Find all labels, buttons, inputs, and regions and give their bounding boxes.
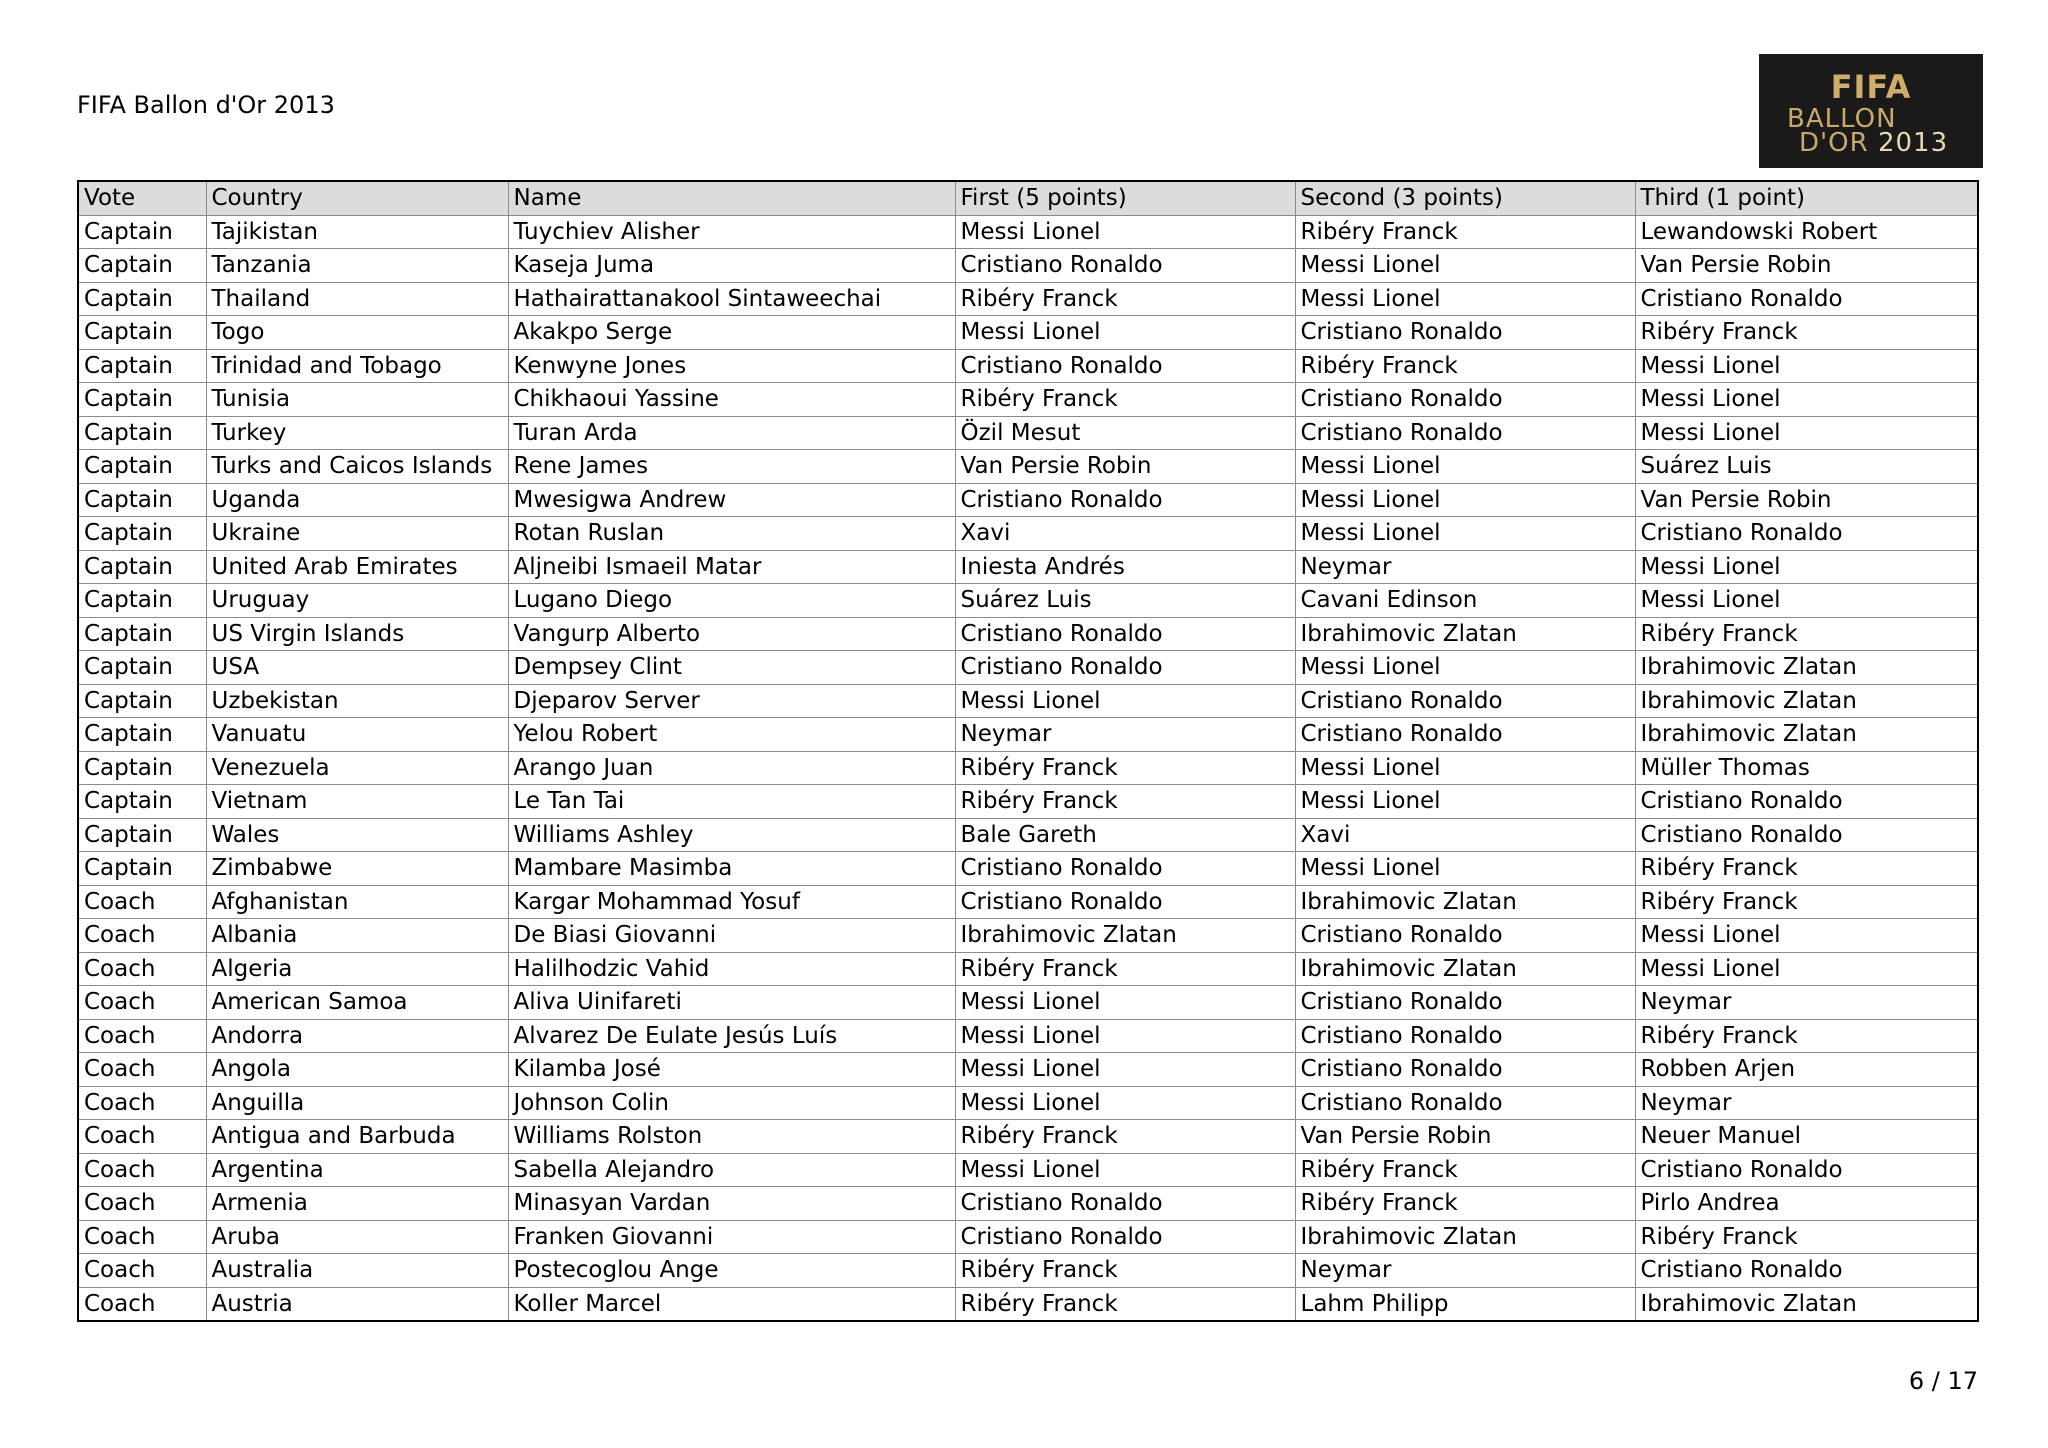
cell-vote: Captain [78, 483, 206, 517]
cell-second: Cristiano Ronaldo [1295, 718, 1635, 752]
cell-second: Messi Lionel [1295, 517, 1635, 551]
cell-name: Lugano Diego [508, 584, 955, 618]
cell-third: Ibrahimovic Zlatan [1635, 1287, 1978, 1321]
table-row [78, 249, 1978, 283]
table-row [78, 651, 1978, 685]
cell-country: Tanzania [206, 249, 508, 283]
cell-second: Cristiano Ronaldo [1295, 1086, 1635, 1120]
cell-name: Aljneibi Ismaeil Matar [508, 550, 955, 584]
cell-first: Van Persie Robin [955, 450, 1295, 484]
cell-vote: Coach [78, 952, 206, 986]
cell-second: Cristiano Ronaldo [1295, 1053, 1635, 1087]
cell-country: Turks and Caicos Islands [206, 450, 508, 484]
cell-second: Van Persie Robin [1295, 1120, 1635, 1154]
cell-third: Ribéry Franck [1635, 617, 1978, 651]
cell-vote: Captain [78, 383, 206, 417]
table-row [78, 416, 1978, 450]
table-row [78, 885, 1978, 919]
cell-name: Vangurp Alberto [508, 617, 955, 651]
cell-first: Ibrahimovic Zlatan [955, 919, 1295, 953]
cell-second: Ribéry Franck [1295, 1153, 1635, 1187]
cell-third: Ibrahimovic Zlatan [1635, 651, 1978, 685]
cell-name: Chikhaoui Yassine [508, 383, 955, 417]
cell-vote: Captain [78, 785, 206, 819]
votes-table-header [78, 181, 1978, 215]
cell-name: Postecoglou Ange [508, 1254, 955, 1288]
cell-country: Uganda [206, 483, 508, 517]
header-second: Second (3 points) [1295, 181, 1635, 215]
cell-second: Messi Lionel [1295, 751, 1635, 785]
cell-third: Robben Arjen [1635, 1053, 1978, 1087]
cell-country: Austria [206, 1287, 508, 1321]
cell-country: Uzbekistan [206, 684, 508, 718]
table-row [78, 383, 1978, 417]
cell-second: Messi Lionel [1295, 249, 1635, 283]
cell-second: Ibrahimovic Zlatan [1295, 1220, 1635, 1254]
cell-second: Messi Lionel [1295, 450, 1635, 484]
cell-vote: Captain [78, 450, 206, 484]
cell-vote: Captain [78, 651, 206, 685]
cell-country: Aruba [206, 1220, 508, 1254]
cell-third: Messi Lionel [1635, 919, 1978, 953]
cell-country: Thailand [206, 282, 508, 316]
cell-country: American Samoa [206, 986, 508, 1020]
header-first: First (5 points) [955, 181, 1295, 215]
ballon-dor-logo [1759, 54, 1983, 168]
header-row [78, 181, 1978, 215]
cell-name: Johnson Colin [508, 1086, 955, 1120]
cell-third: Pirlo Andrea [1635, 1187, 1978, 1221]
table-row [78, 952, 1978, 986]
cell-name: Arango Juan [508, 751, 955, 785]
cell-third: Ribéry Franck [1635, 1019, 1978, 1053]
cell-vote: Captain [78, 818, 206, 852]
cell-third: Ribéry Franck [1635, 316, 1978, 350]
cell-name: Kenwyne Jones [508, 349, 955, 383]
cell-country: Anguilla [206, 1086, 508, 1120]
cell-vote: Captain [78, 349, 206, 383]
cell-vote: Captain [78, 550, 206, 584]
cell-second: Cristiano Ronaldo [1295, 416, 1635, 450]
cell-vote: Captain [78, 316, 206, 350]
cell-country: Angola [206, 1053, 508, 1087]
cell-vote: Coach [78, 1086, 206, 1120]
cell-country: Wales [206, 818, 508, 852]
cell-vote: Coach [78, 1220, 206, 1254]
cell-vote: Coach [78, 986, 206, 1020]
cell-country: USA [206, 651, 508, 685]
cell-first: Ribéry Franck [955, 952, 1295, 986]
logo-fifa-text: FIFA [1830, 68, 1912, 106]
cell-country: Andorra [206, 1019, 508, 1053]
cell-name: Koller Marcel [508, 1287, 955, 1321]
cell-name: Mwesigwa Andrew [508, 483, 955, 517]
cell-third: Ribéry Franck [1635, 852, 1978, 886]
cell-third: Cristiano Ronaldo [1635, 818, 1978, 852]
cell-country: Antigua and Barbuda [206, 1120, 508, 1154]
cell-second: Messi Lionel [1295, 852, 1635, 886]
cell-name: Djeparov Server [508, 684, 955, 718]
cell-second: Ribéry Franck [1295, 349, 1635, 383]
header-country: Country [206, 181, 508, 215]
cell-third: Cristiano Ronaldo [1635, 282, 1978, 316]
logo-year-text: 2013 [1877, 128, 1949, 158]
cell-first: Ribéry Franck [955, 383, 1295, 417]
cell-third: Messi Lionel [1635, 550, 1978, 584]
cell-country: United Arab Emirates [206, 550, 508, 584]
cell-third: Ribéry Franck [1635, 1220, 1978, 1254]
cell-first: Messi Lionel [955, 1086, 1295, 1120]
cell-second: Cristiano Ronaldo [1295, 986, 1635, 1020]
table-row [78, 1254, 1978, 1288]
cell-first: Messi Lionel [955, 215, 1295, 249]
cell-first: Bale Gareth [955, 818, 1295, 852]
cell-vote: Captain [78, 215, 206, 249]
table-row [78, 1220, 1978, 1254]
logo-ballon-text: BALLON [1787, 104, 1897, 134]
cell-vote: Coach [78, 1019, 206, 1053]
cell-country: Turkey [206, 416, 508, 450]
table-row [78, 919, 1978, 953]
cell-second: Ribéry Franck [1295, 215, 1635, 249]
cell-name: Alvarez De Eulate Jesús Luís [508, 1019, 955, 1053]
table-row [78, 684, 1978, 718]
table-row [78, 316, 1978, 350]
cell-vote: Coach [78, 919, 206, 953]
cell-vote: Captain [78, 684, 206, 718]
cell-first: Cristiano Ronaldo [955, 249, 1295, 283]
cell-country: Tunisia [206, 383, 508, 417]
cell-vote: Coach [78, 1187, 206, 1221]
cell-second: Neymar [1295, 550, 1635, 584]
cell-country: US Virgin Islands [206, 617, 508, 651]
cell-name: Kaseja Juma [508, 249, 955, 283]
cell-first: Messi Lionel [955, 1053, 1295, 1087]
cell-third: Messi Lionel [1635, 349, 1978, 383]
cell-second: Lahm Philipp [1295, 1287, 1635, 1321]
cell-name: Halilhodzic Vahid [508, 952, 955, 986]
cell-name: Turan Arda [508, 416, 955, 450]
cell-third: Ribéry Franck [1635, 885, 1978, 919]
cell-country: Argentina [206, 1153, 508, 1187]
cell-name: Hathairattanakool Sintaweechai [508, 282, 955, 316]
cell-third: Cristiano Ronaldo [1635, 517, 1978, 551]
cell-third: Messi Lionel [1635, 383, 1978, 417]
cell-name: Kargar Mohammad Yosuf [508, 885, 955, 919]
cell-name: De Biasi Giovanni [508, 919, 955, 953]
cell-second: Xavi [1295, 818, 1635, 852]
cell-third: Neymar [1635, 1086, 1978, 1120]
table-row [78, 450, 1978, 484]
votes-table-body [78, 215, 1978, 1321]
cell-name: Tuychiev Alisher [508, 215, 955, 249]
cell-third: Cristiano Ronaldo [1635, 1254, 1978, 1288]
cell-first: Messi Lionel [955, 1153, 1295, 1187]
cell-second: Messi Lionel [1295, 651, 1635, 685]
cell-first: Ribéry Franck [955, 282, 1295, 316]
table-row [78, 1086, 1978, 1120]
table-row [78, 215, 1978, 249]
cell-first: Messi Lionel [955, 1019, 1295, 1053]
cell-third: Ibrahimovic Zlatan [1635, 684, 1978, 718]
table-row [78, 617, 1978, 651]
cell-first: Cristiano Ronaldo [955, 885, 1295, 919]
cell-second: Messi Lionel [1295, 282, 1635, 316]
cell-first: Neymar [955, 718, 1295, 752]
cell-second: Cristiano Ronaldo [1295, 684, 1635, 718]
cell-vote: Coach [78, 1153, 206, 1187]
cell-second: Messi Lionel [1295, 483, 1635, 517]
cell-country: Venezuela [206, 751, 508, 785]
cell-name: Williams Ashley [508, 818, 955, 852]
cell-vote: Captain [78, 584, 206, 618]
logo-dor-text: D'OR [1799, 128, 1869, 158]
logo-dor-line [1799, 128, 1948, 158]
cell-name: Williams Rolston [508, 1120, 955, 1154]
table-row [78, 349, 1978, 383]
cell-third: Ibrahimovic Zlatan [1635, 718, 1978, 752]
cell-first: Iniesta Andrés [955, 550, 1295, 584]
cell-vote: Captain [78, 282, 206, 316]
cell-first: Cristiano Ronaldo [955, 1220, 1295, 1254]
cell-third: Messi Lionel [1635, 952, 1978, 986]
cell-country: Albania [206, 919, 508, 953]
cell-first: Ribéry Franck [955, 785, 1295, 819]
page-number: 6 / 17 [1908, 1367, 1978, 1395]
table-row [78, 517, 1978, 551]
header-name: Name [508, 181, 955, 215]
cell-third: Müller Thomas [1635, 751, 1978, 785]
cell-third: Messi Lionel [1635, 584, 1978, 618]
header-third: Third (1 point) [1635, 181, 1978, 215]
cell-second: Ribéry Franck [1295, 1187, 1635, 1221]
cell-third: Cristiano Ronaldo [1635, 1153, 1978, 1187]
cell-name: Yelou Robert [508, 718, 955, 752]
table-row [78, 818, 1978, 852]
cell-second: Ibrahimovic Zlatan [1295, 885, 1635, 919]
cell-first: Cristiano Ronaldo [955, 483, 1295, 517]
cell-second: Cristiano Ronaldo [1295, 316, 1635, 350]
table-row [78, 986, 1978, 1020]
cell-first: Cristiano Ronaldo [955, 852, 1295, 886]
cell-vote: Coach [78, 885, 206, 919]
table-row [78, 483, 1978, 517]
cell-country: Vietnam [206, 785, 508, 819]
cell-first: Messi Lionel [955, 316, 1295, 350]
cell-vote: Captain [78, 617, 206, 651]
cell-vote: Captain [78, 852, 206, 886]
cell-third: Cristiano Ronaldo [1635, 785, 1978, 819]
cell-second: Cavani Edinson [1295, 584, 1635, 618]
cell-third: Neymar [1635, 986, 1978, 1020]
cell-first: Xavi [955, 517, 1295, 551]
cell-country: Australia [206, 1254, 508, 1288]
cell-first: Cristiano Ronaldo [955, 1187, 1295, 1221]
table-row [78, 1187, 1978, 1221]
cell-country: Trinidad and Tobago [206, 349, 508, 383]
votes-table [77, 180, 1979, 1322]
table-row [78, 718, 1978, 752]
cell-second: Neymar [1295, 1254, 1635, 1288]
table-row [78, 550, 1978, 584]
cell-name: Rotan Ruslan [508, 517, 955, 551]
cell-country: Uruguay [206, 584, 508, 618]
cell-country: Armenia [206, 1187, 508, 1221]
table-row [78, 1120, 1978, 1154]
cell-first: Cristiano Ronaldo [955, 651, 1295, 685]
cell-vote: Coach [78, 1254, 206, 1288]
document-title: FIFA Ballon d'Or 2013 [77, 91, 335, 119]
cell-country: Togo [206, 316, 508, 350]
cell-third: Suárez Luis [1635, 450, 1978, 484]
cell-first: Suárez Luis [955, 584, 1295, 618]
cell-name: Akakpo Serge [508, 316, 955, 350]
cell-vote: Captain [78, 249, 206, 283]
cell-first: Ribéry Franck [955, 751, 1295, 785]
cell-first: Özil Mesut [955, 416, 1295, 450]
cell-vote: Coach [78, 1053, 206, 1087]
header-vote: Vote [78, 181, 206, 215]
cell-vote: Captain [78, 416, 206, 450]
cell-name: Rene James [508, 450, 955, 484]
cell-third: Van Persie Robin [1635, 249, 1978, 283]
cell-first: Ribéry Franck [955, 1120, 1295, 1154]
cell-country: Afghanistan [206, 885, 508, 919]
cell-first: Messi Lionel [955, 986, 1295, 1020]
table-row [78, 1019, 1978, 1053]
cell-first: Cristiano Ronaldo [955, 617, 1295, 651]
cell-third: Van Persie Robin [1635, 483, 1978, 517]
cell-name: Aliva Uinifareti [508, 986, 955, 1020]
table-row [78, 1053, 1978, 1087]
table-row [78, 785, 1978, 819]
cell-vote: Coach [78, 1120, 206, 1154]
cell-vote: Coach [78, 1287, 206, 1321]
table-row [78, 1287, 1978, 1321]
cell-third: Neuer Manuel [1635, 1120, 1978, 1154]
cell-country: Zimbabwe [206, 852, 508, 886]
cell-vote: Captain [78, 751, 206, 785]
cell-name: Kilamba José [508, 1053, 955, 1087]
cell-vote: Captain [78, 718, 206, 752]
table-row [78, 852, 1978, 886]
cell-second: Ibrahimovic Zlatan [1295, 952, 1635, 986]
cell-third: Lewandowski Robert [1635, 215, 1978, 249]
cell-vote: Captain [78, 517, 206, 551]
cell-second: Cristiano Ronaldo [1295, 1019, 1635, 1053]
cell-first: Ribéry Franck [955, 1254, 1295, 1288]
cell-second: Cristiano Ronaldo [1295, 383, 1635, 417]
cell-first: Cristiano Ronaldo [955, 349, 1295, 383]
table-row [78, 282, 1978, 316]
cell-country: Tajikistan [206, 215, 508, 249]
cell-second: Messi Lionel [1295, 785, 1635, 819]
cell-name: Dempsey Clint [508, 651, 955, 685]
table-row [78, 584, 1978, 618]
table-row [78, 751, 1978, 785]
cell-name: Minasyan Vardan [508, 1187, 955, 1221]
cell-third: Messi Lionel [1635, 416, 1978, 450]
cell-second: Cristiano Ronaldo [1295, 919, 1635, 953]
cell-name: Le Tan Tai [508, 785, 955, 819]
cell-name: Franken Giovanni [508, 1220, 955, 1254]
cell-name: Mambare Masimba [508, 852, 955, 886]
cell-first: Messi Lionel [955, 684, 1295, 718]
cell-country: Ukraine [206, 517, 508, 551]
cell-first: Ribéry Franck [955, 1287, 1295, 1321]
cell-country: Vanuatu [206, 718, 508, 752]
table-row [78, 1153, 1978, 1187]
cell-country: Algeria [206, 952, 508, 986]
cell-name: Sabella Alejandro [508, 1153, 955, 1187]
cell-second: Ibrahimovic Zlatan [1295, 617, 1635, 651]
